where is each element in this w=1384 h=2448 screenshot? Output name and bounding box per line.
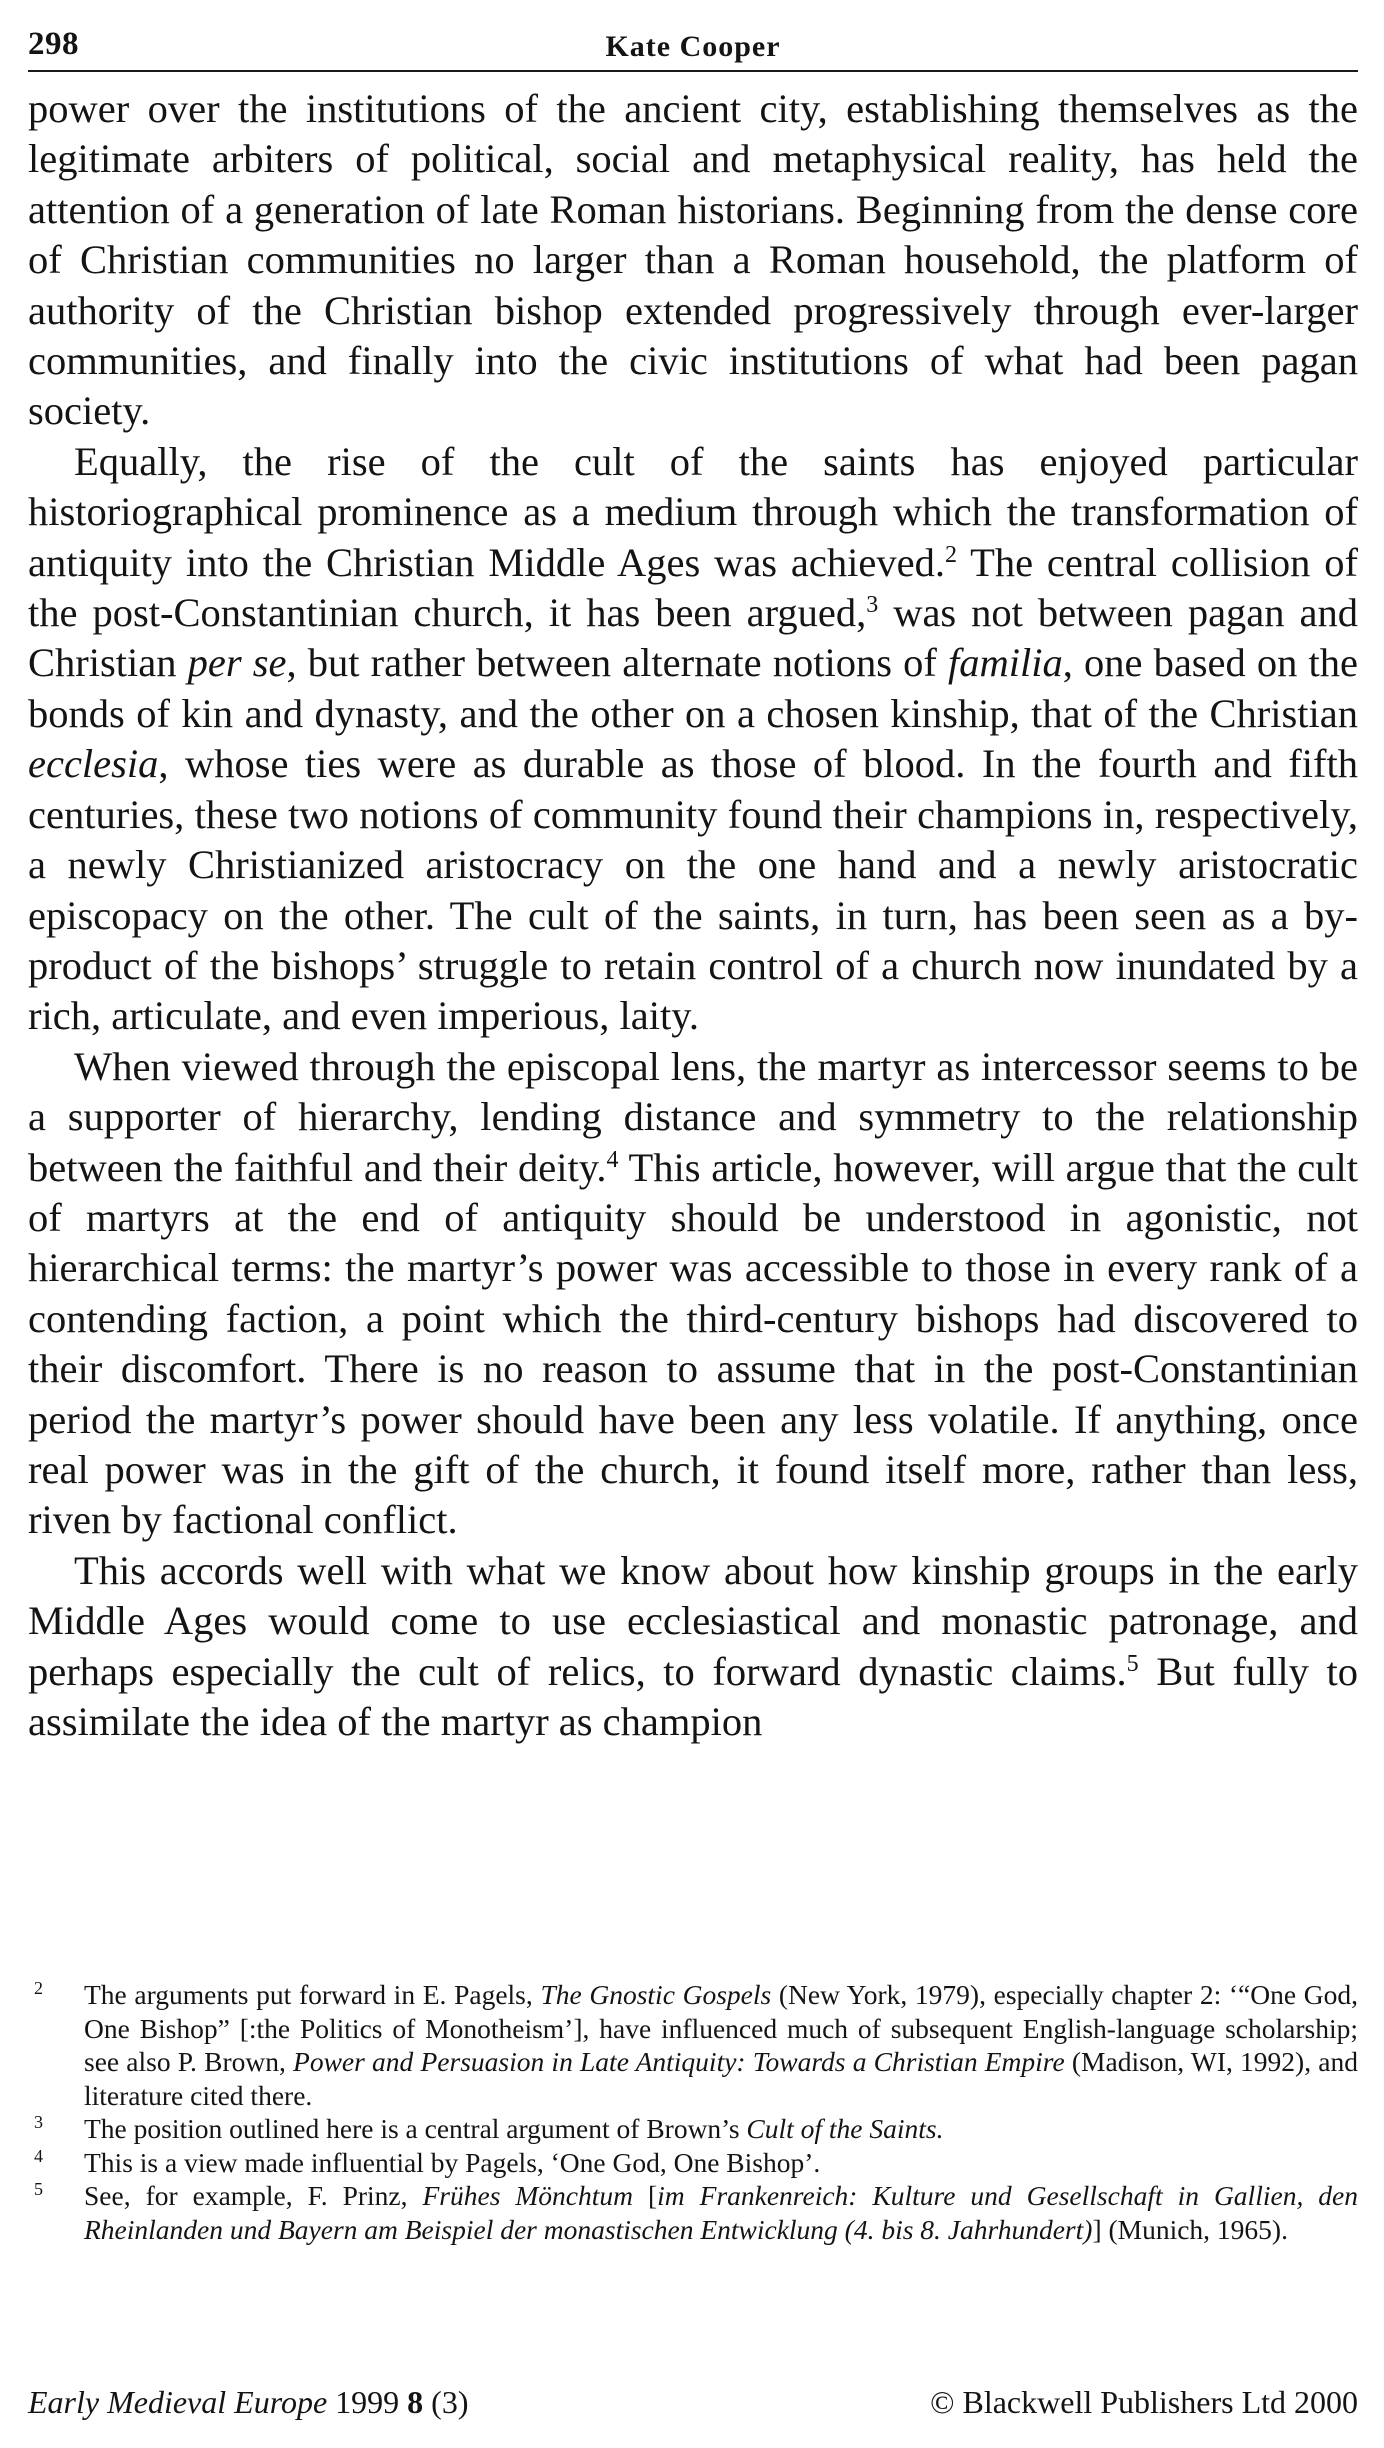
italic-familia: familia — [947, 640, 1063, 686]
paragraph-3-text-a: When viewed through the episcopal lens, the martyr as intercessor seems to be a supporter of hierarchy, lending distance and symmetry to the relationship between the faithful and their deity. — [28, 1043, 1358, 1190]
paragraph-4-text-a: This accords well with what we know about how kinship groups in the early Middle Ages would come to use ecclesiastical and monastic patronage, and perhaps especially the cult of relics, to forward dynastic claims. — [28, 1547, 1358, 1694]
footnote-2-text-a: The arguments put forward in E. Pagels, — [84, 1979, 541, 2010]
footnote-5-text-b: [ — [633, 2180, 658, 2211]
journal-volume: 8 — [407, 2384, 424, 2420]
footnote-number: 2 — [34, 1978, 43, 1998]
footnote-4-text: This is a view made influential by Pagels, ‘One God, One Bishop’. — [84, 2146, 821, 2178]
journal-issue: (3) — [423, 2384, 469, 2420]
footnote-ref-2[interactable]: 2 — [944, 541, 957, 568]
footnote-number: 4 — [34, 2145, 43, 2166]
footnotes — [28, 1978, 1358, 2246]
running-head: Kate Cooper — [605, 30, 781, 63]
paragraph-2-text-e: , one based on the bonds of kin and dynasty, and the other on a chosen kinship, that of the Christian — [28, 640, 1359, 736]
paragraph-2-text-b: The central collision of the post-Constantinian church, it has been argued, — [28, 539, 1359, 636]
footnote-ref-3[interactable]: 3 — [866, 592, 879, 619]
footnote-number: 5 — [34, 2179, 43, 2199]
footnote-3 — [28, 2112, 1358, 2146]
footnote-2-text-c: (Madison, WI, 1992), and literature cited there. — [84, 2046, 1358, 2111]
footnote-ref-4[interactable]: 4 — [606, 1146, 619, 1173]
page — [28, 22, 1359, 2420]
paragraph-2 — [28, 437, 1358, 1042]
paragraph-4-text-b: But fully to assimilate the idea of the martyr as champion — [28, 1648, 1358, 1744]
footnote-2 — [28, 1978, 1358, 2112]
footnote-2-title-2: Power and Persuasion in Late Antiquity: Towards a Christian Empire — [293, 2046, 1065, 2077]
footnote-5-text-a: See, for example, F. Prinz, — [84, 2180, 423, 2211]
footnote-5-title-1: Frühes Mönchtum — [422, 2180, 633, 2211]
page-header — [28, 22, 1358, 72]
footnote-5-text-c: ] (Munich, 1965). — [1092, 2213, 1288, 2245]
body-text — [28, 84, 1358, 1747]
footnote-ref-5[interactable]: 5 — [1126, 1650, 1139, 1677]
paragraph-2-text-c: was not between pagan and Christian — [28, 590, 1358, 686]
paragraph-1 — [28, 84, 1358, 437]
footnote-2-text-b: (New York, 1979), especially chapter 2: ‘“One God, One Bishop” [:the Politics of Monotheism’], have influenced much of subsequent English-language scholarship; see also P. Brown, — [84, 1979, 1358, 2077]
footnote-5 — [28, 2179, 1358, 2246]
footnote-2-title-1: The Gnostic Gospels — [540, 1979, 772, 2010]
italic-per-se: per se — [187, 640, 287, 686]
footnote-number: 3 — [34, 2112, 43, 2132]
paragraph-3-text-b: This article, however, will argue that the cult of martyrs at the end of antiquity should be understood in agonistic, not hierarchical terms: the martyr’s power was accessible to those in every rank of a contending faction, a point which the third-century bishops had discovered to their discomfort. There is no reason to assume that in the post-Constantinian period the martyr’s power should have been any less volatile. If anything, once real power was in the gift of the church, it found itself more, rather than less, riven by factional conflict. — [28, 1144, 1359, 1543]
footnote-4 — [28, 2146, 1358, 2180]
journal-citation — [28, 2384, 468, 2421]
paragraph-1-text: power over the institutions of the ancient city, establishing themselves as the legitimate arbiters of political, social and metaphysical reality, has held the attention of a generation of late Roman historians. Beginning from the dense core of Christian communities no larger than a Roman household, the platform of authority of the Christian bishop extended progressively through ever-larger communities, and finally into the civic institutions of what had been pagan society. — [28, 86, 1358, 434]
footnote-3-text: The position outlined here is a central argument of Brown’s — [84, 2113, 747, 2144]
italic-ecclesia: ecclesia — [28, 741, 159, 787]
paragraph-4 — [28, 1546, 1358, 1748]
paragraph-3 — [28, 1042, 1358, 1546]
footnote-5-title-2: im Frankenreich: Kulture und Gesellschaft in Gallien, den Rheinlanden und Bayern am Beispiel der monastischen Entwicklung (4. bis 8. Jahrhundert) — [84, 2180, 1359, 2245]
journal-title: Early Medieval Europe — [28, 2384, 328, 2420]
paragraph-2-text-d: , but rather between alternate notions of — [286, 640, 948, 686]
paragraph-2-text-f: , whose ties were as durable as those of blood. In the fourth and fifth centuries, these two notions of community found their champions in, respectively, a newly Christianized aristocracy on the one hand and a newly aristocratic episcopacy on the other. The cult of the saints, in turn, has been seen as a by-product of the bishops’ struggle to retain control of a church now inundated by a rich, articulate, and even imperious, laity. — [28, 741, 1358, 1039]
copyright-notice: © Blackwell Publishers Ltd 2000 — [930, 2384, 1358, 2420]
paragraph-2-text-a: Equally, the rise of the cult of the saints has enjoyed particular historiographical prominence as a medium through which the transformation of antiquity into the Christian Middle Ages was achieved. — [28, 438, 1358, 585]
page-number: 298 — [28, 26, 79, 62]
footnote-3-title: Cult of the Saints. — [746, 2113, 944, 2144]
journal-year: 1999 — [327, 2384, 408, 2420]
